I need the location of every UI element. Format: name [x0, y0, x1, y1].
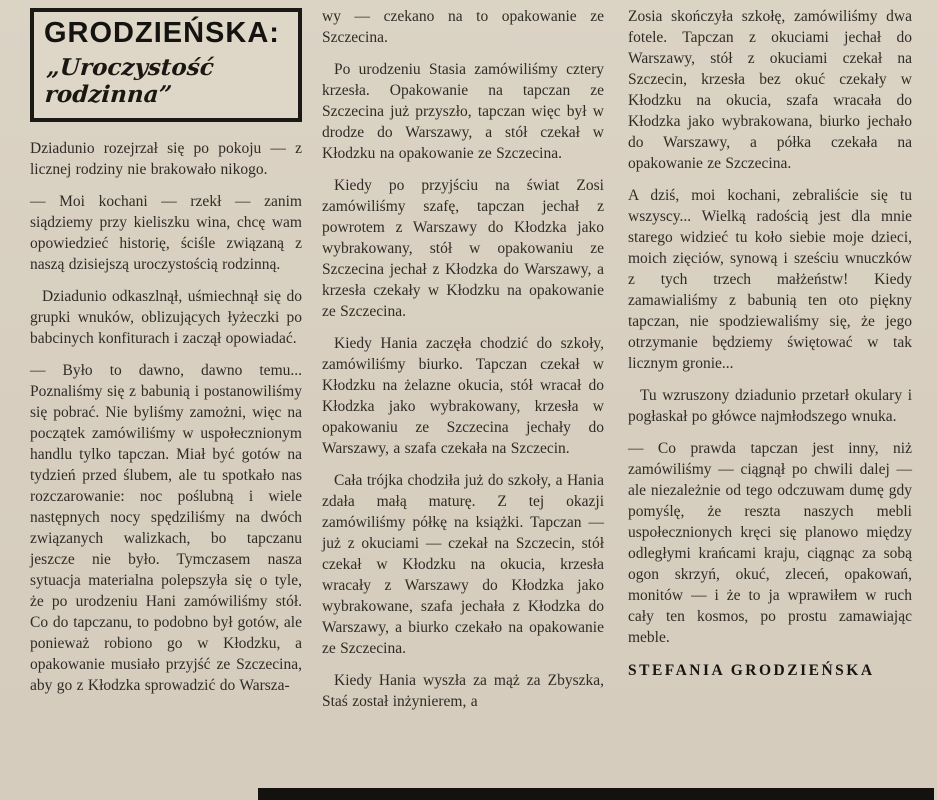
article-column-1	[30, 8, 302, 707]
paragraph: wy — czekano na to opakowanie ze Szczecina.	[322, 8, 604, 46]
paragraph: Dziadunio rozejrzał się po pokoju — z licznej rodziny nie brakowało nikogo.	[30, 139, 302, 178]
paragraph: Kiedy Hania wyszła za mąż za Zbyszka, Staś został inżynierem, a	[322, 672, 604, 710]
paragraph: A dziś, moi kochani, zebraliście się tu wszyscy... Wielką radością jest dla mnie starego widzieć tu koło siebie moje dzieci, moich zięciów, synową i sześciu wnuczków z tych trzech małżeństw! Kiedy zamawialiśmy z babunią ten oto piękny tapczan, nie spodziewaliśmy się, że jego otrzymanie będziemy świętować w tak licznym gronie...	[628, 187, 912, 372]
paragraph: Kiedy po przyjściu na świat Zosi zamówiliśmy szafę, tapczan jechał z powrotem z Warszawy do Kłodzka jako wybrakowany, stół w opakowaniu ze Szczecina jechał z Kłodzka do Warszawy, a krzesła czekały w Kłodzku na opakowanie ze Szczecina.	[322, 177, 604, 320]
paragraph: — Było to dawno, dawno temu... Poznaliśmy się z babunią i postanowiliśmy się pobrać. Nie byliśmy zamożni, więc na początek zamówiliśmy w uspołecznionym handlu tylko tapczan. Miał być gotów na tydzień przed ślubem, ale tu spotkało nas rozczarowanie: noc poślubną i wiele następnych nocy spędziliśmy na dwóch związanych walizkach, bo tapczanu jeszcze nie było. Tymczasem nasza sytuacja materialna polepszyła się o tyle, że po urodzeniu Hani zamówiliśmy stół. Co do tapczanu, to podobno był gotów, ale ponieważ robiono go w Kłodzku, a opakowanie musiało przyjść ze Szczecina, aby go z Kłodzka sprowadzić do Warsza-	[30, 361, 302, 694]
headline-box	[30, 8, 302, 122]
paragraph: Po urodzeniu Stasia zamówiliśmy cztery krzesła. Opakowanie na tapczan ze Szczecina już przyszło, tapczan więc był w drodze do Warszawy, a stół czekał w Kłodzku na opakowanie ze Szczecina.	[322, 61, 604, 162]
headline-title: „Uroczystość rodzinna”	[44, 53, 215, 108]
paragraph: Cała trójka chodziła już do szkoły, a Hania zdała małą maturę. Z tej okazji zamówiliśmy półkę na książki. Tapczan — już z okuciami — czekał na Szczecin, stół czekał w Kłodzku na okucia, krzesła wracały z Warszawy do Kłodzka jako wybrakowane, szafa jechała z Kłodzka do Warszawy, a biurko czekało na opakowanie ze Szczecina.	[322, 472, 604, 657]
paragraph: — Moi kochani — rzekł — zanim siądziemy przy kieliszku wina, chcę wam opowiedzieć historię, ściśle związaną z naszą dzisiejszą uroczystością rodzinną.	[30, 192, 302, 273]
article-column-2	[322, 6, 604, 723]
paragraph: Kiedy Hania zaczęła chodzić do szkoły, zamówiliśmy biurko. Tapczan czekał w Kłodzku na żelazne okucia, stół wracał do Kłodzka jako wybrakowany, krzesła w opakowaniu ze Szczecina jechały do Warszawy, a szafa czekała na Szczecin.	[322, 335, 604, 457]
headline-author: GRODZIEŃSKA:	[44, 17, 280, 49]
paragraph: — Co prawda tapczan jest inny, niż zamówiliśmy — ciągnął po chwili dalej — ale niezależnie od tego odczuwam dumę gdy pomyślę, że reszta naszych mebli uspołecznionych kręci się planowo między odległymi krańcami kraju, ciągnąc za sobą ogon skrzyń, okuć, zleceń, opakowań, monitów — i że to ja wprawiłem w ruch cały ten kosmos, po prostu zamawiając meble.	[628, 440, 912, 646]
article-column-3	[628, 6, 912, 680]
paragraph: Zosia skończyła szkołę, zamówiliśmy dwa fotele. Tapczan z okuciami jechał do Warszawy, stół z okuciami czekał na Szczecin, krzesła bez okuć czekały w Kłodzku na okucia, szafa wracała do Kłodzka jako wybrakowana, biurko jechało do Warszawy, a półka czekała na opakowanie ze Szczecina.	[628, 8, 912, 172]
paragraph: Dziadunio odkaszlnął, uśmiechnął się do grupki wnuków, oblizujących łyżeczki po babcinych konfiturach i zaczął opowiadać.	[30, 287, 302, 347]
byline: STEFANIA GRODZIEŃSKA	[628, 662, 875, 679]
bottom-rule	[258, 788, 934, 800]
paragraph: Tu wzruszony dziadunio przetarł okulary i pogłaskał po główce najmłodszego wnuka.	[628, 387, 912, 425]
